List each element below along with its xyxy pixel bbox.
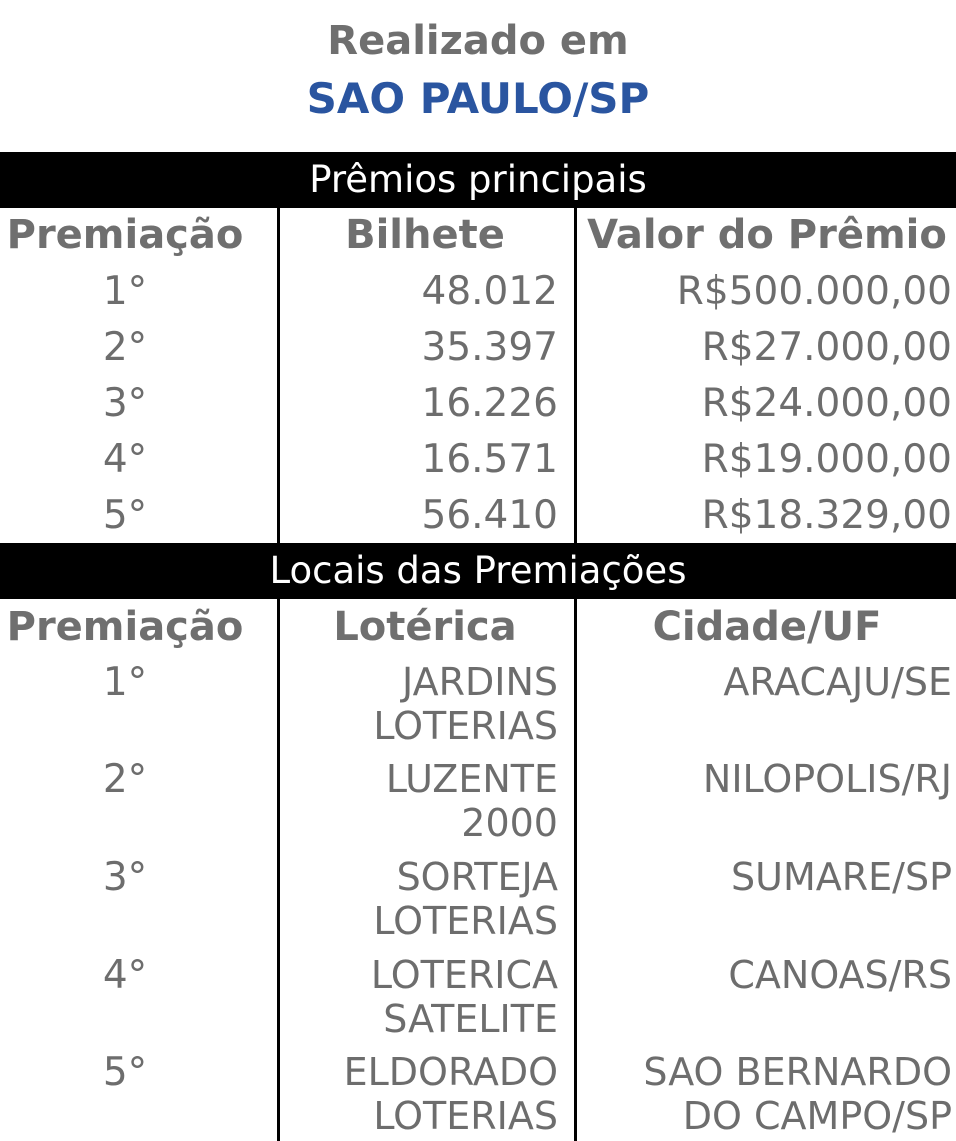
location-place: 2° <box>102 757 148 802</box>
prize-value: R$27.000,00 <box>701 325 952 370</box>
locations-col-loterica: Lotérica <box>333 604 517 650</box>
prize-ticket: 56.410 <box>421 493 558 538</box>
location-city-line: NILOPOLIS/RJ <box>702 757 952 801</box>
prize-value: R$500.000,00 <box>676 269 952 314</box>
prize-value: R$24.000,00 <box>701 381 952 426</box>
prizes-col-valor: Valor do Prêmio <box>587 212 947 258</box>
location-city <box>578 953 952 997</box>
prize-ticket: 16.571 <box>421 437 558 482</box>
location-shop-line: LOTERIAS <box>373 899 558 943</box>
location-shop-line: JARDINS <box>402 660 558 704</box>
locations-band: Locais das Premiações <box>0 543 956 599</box>
location-shop <box>280 953 558 1041</box>
location-place: 4° <box>102 953 148 998</box>
location-shop-line: LOTERICA <box>370 953 558 997</box>
location-shop <box>280 855 558 943</box>
prizes-band: Prêmios principais <box>0 152 956 208</box>
location-shop-line: SORTEJA <box>396 855 558 899</box>
prize-value: R$18.329,00 <box>701 493 952 538</box>
prize-place: 2° <box>102 325 148 370</box>
prize-place: 1° <box>102 269 148 314</box>
location-city <box>578 660 952 704</box>
location-shop-line: ELDORADO <box>343 1050 558 1094</box>
locations-col-cidade: Cidade/UF <box>652 604 882 650</box>
header-title: Realizado em <box>327 18 629 64</box>
prize-ticket: 48.012 <box>421 269 558 314</box>
prizes-col-bilhete: Bilhete <box>345 212 505 258</box>
location-shop-line: 2000 <box>461 801 558 845</box>
prize-value: R$19.000,00 <box>701 437 952 482</box>
location-place: 1° <box>102 660 148 705</box>
prize-place: 5° <box>102 493 148 538</box>
location-city <box>578 757 952 801</box>
location-place: 3° <box>102 855 148 900</box>
location-shop <box>280 757 558 845</box>
locations-divider-2 <box>574 599 577 1141</box>
location-city-line: DO CAMPO/SP <box>682 1094 952 1138</box>
location-city-line: ARACAJU/SE <box>723 660 952 704</box>
location-city-line: SUMARE/SP <box>731 855 952 899</box>
prize-ticket: 16.226 <box>421 381 558 426</box>
location-shop <box>280 660 558 748</box>
prize-place: 4° <box>102 437 148 482</box>
prize-ticket: 35.397 <box>421 325 558 370</box>
locations-col-premiacao: Premiação <box>6 604 244 650</box>
location-city-line: CANOAS/RS <box>728 953 952 997</box>
location-shop-line: LOTERIAS <box>373 1094 558 1138</box>
header <box>0 0 956 150</box>
prize-place: 3° <box>102 381 148 426</box>
prizes-divider-2 <box>574 208 577 543</box>
location-shop-line: LUZENTE <box>385 757 558 801</box>
location-city-line: SAO BERNARDO <box>643 1050 952 1094</box>
location-shop <box>280 1050 558 1138</box>
location-city <box>578 1050 952 1138</box>
location-place: 5° <box>102 1050 148 1095</box>
location-city <box>578 855 952 899</box>
prizes-col-premiacao: Premiação <box>6 212 244 258</box>
location-shop-line: LOTERIAS <box>373 704 558 748</box>
location-shop-line: SATELITE <box>383 997 558 1041</box>
header-location: SAO PAULO/SP <box>306 74 650 123</box>
